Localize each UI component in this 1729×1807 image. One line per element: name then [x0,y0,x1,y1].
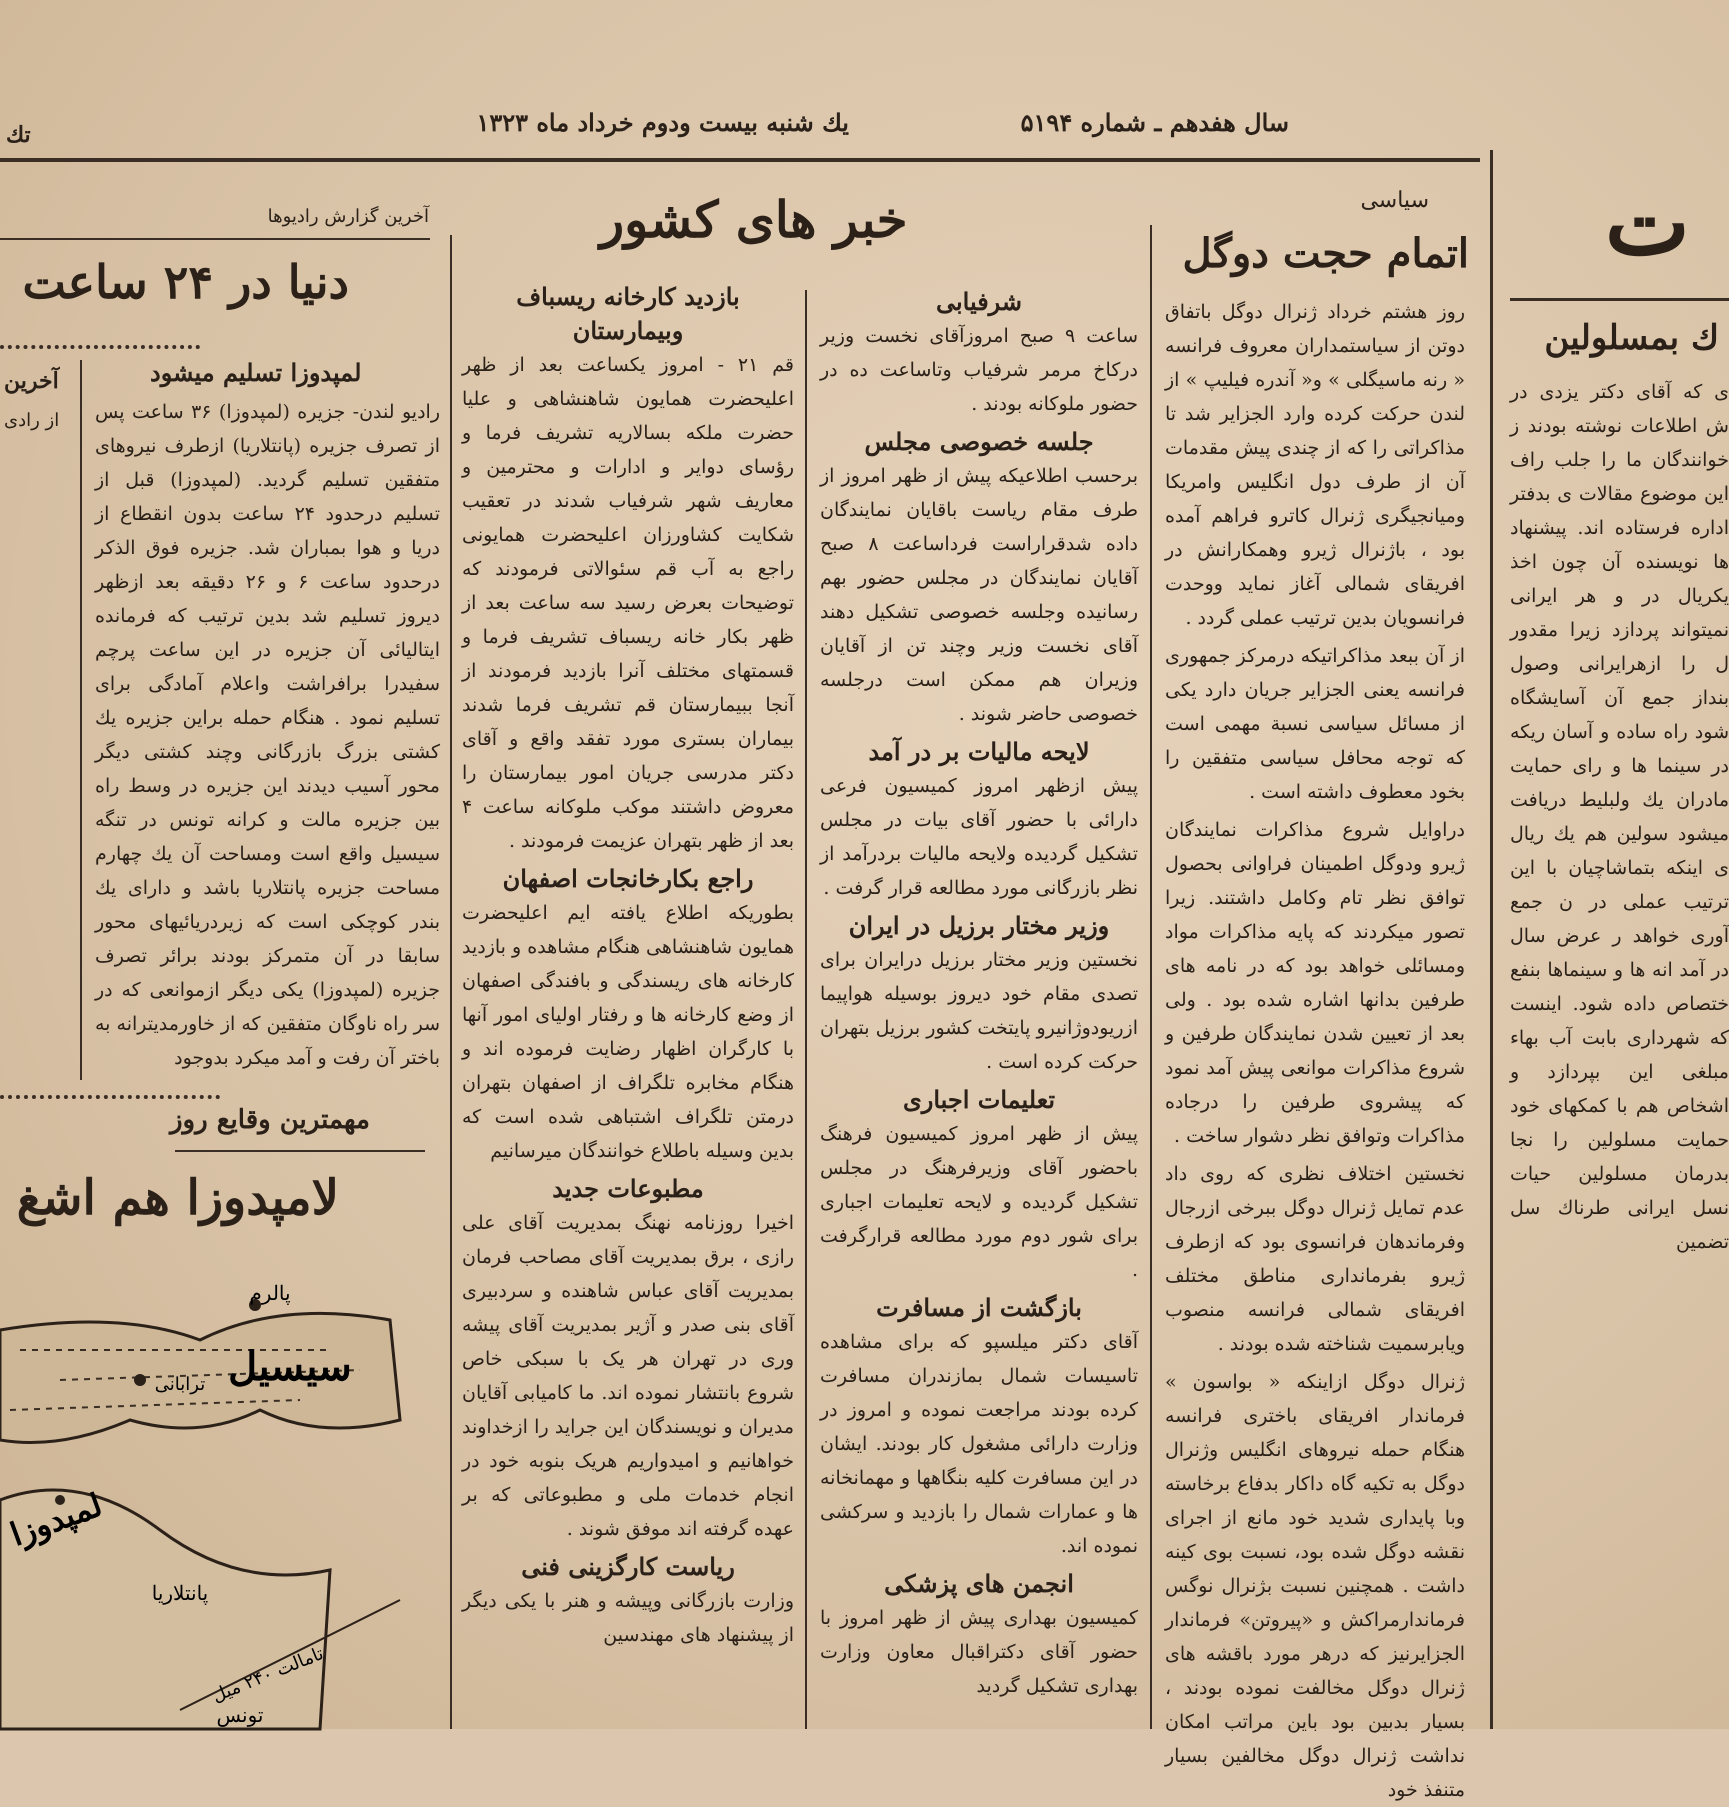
divider [0,345,200,349]
kicker: آخرین گزارش رادیوها [267,206,429,227]
news-column [462,280,794,1725]
map-label-sicily: سیسیل [228,1343,352,1390]
news-headline: بازگشت از مسافرت [876,1293,1082,1322]
news-headline: مطبوعات جدید [552,1174,704,1203]
divider [0,238,430,240]
column-rule [1150,225,1152,1729]
map-figure [0,1270,420,1729]
trapani-marker [134,1374,146,1386]
paragraph: پیش ازظهر امروز کمیسیون فرعی دارائی با حضور آقای بیات در مجلس تشکیل گردیده ولایحه مالیات بردرآمد از نظر بازرگانی مورد مطالعه قرار گرفت . [820,775,1138,899]
map-label-trapani: ترابانی [154,1374,206,1395]
paragraph: ژنرال دوگل ازاینکه « بواسون » فرماندار افریقای باختری فرانسه هنگام حمله نیروهای انگلیس وژنرال دوگل به تکیه گاه داکار بدفاع برخاسته وبا پایداری شدید خود مانع از اجرای نقشه دوگل شده بود، نسبت بوی کینه داشت . همچنین نسبت بژنرال نوگس فرماندارمراکش و «پیروتن» فرماندار الجزایرنیز که درهر مورد باقشه های ژنرال دوگل مخالفت نموده بودند ، بسیار بدبین بود باین مراتب امکان نداشت ژنرال دوگل مخالفین بسیار متنفذ خود [1165,1371,1465,1801]
paragraph: دراوایل شروع مذاکرات نمایندگان ژیرو ودوگل اطمینان فراوانی بحصول توافق نظر تام وکامل داشتند. زیرا تصور میکردند که پایه مذاکرات مواد ومسائلی خواهد بود که در نامه های طرفین بدانها اشاره شده بود . ولی بعد از تعیین شدن نمایندگان طرفین و شروع مذاکرات موانعی پیش آمد نمود که پیشروی طرفین را درجاده مذاکرات وتوافق نظر دشوار ساخت . [1165,819,1465,1147]
issue-date: یك شنبه بیست ودوم خرداد ماه ۱۳۲۳ [476,108,849,137]
column-rule [450,235,452,1729]
headline-fragment: ت [1605,170,1690,276]
edge-text: تك [6,122,31,148]
divider [0,1095,220,1099]
paragraph: کمیسیون بهداری پیش از ظهر امروز با حضور آقای دکتراقبال معاون وزارت بهداری تشکیل گردید [820,1607,1138,1697]
headline: اتمام حجت دوگل [1182,230,1469,277]
news-headline: وزیر مختار برزیل در ایران [848,911,1110,940]
paragraph: پیش از ظهر امروز کمیسیون فرهنگ باحضور آقای وزیرفرهنگ در مجلس تشکیل گردیده و لایحه تعلیمات اجباری برای شور دوم مورد مطالعه قرارگرفت . [820,1123,1138,1281]
paragraph: ساعت ۹ صبح امروزآقای نخست وزیر درکاخ مرمر شرفیاب وتاساعت ده در حضور ملوکانه بودند . [820,325,1138,415]
news-headline: انجمن های پزشکی [884,1569,1074,1598]
news-headline: لایحه مالیات بر در آمد [868,737,1090,766]
article-body [95,395,440,1080]
issue-number: سال هفدهم ـ شماره ۵۱۹۴ [1020,108,1289,137]
paragraph: برحسب اطلاعیکه پیش از ظهر امروز از طرف مقام ریاست باقایان نمایندگان داده شدقراراست فرداساعت ۸ صبح آقایان نمایندگان در مجلس حضور بهم رسانیده وجلسه خصوصی تشکیل دهند آقای نخست وزیر وچند تن از آقایان وزیران هم ممکن است درجلسه خصوصی حاضر شوند . [820,465,1138,725]
map-label-distance: تامالت ۲۴۰ میل [209,1643,327,1707]
paragraph: ی که آقای دکتر یزدی در ش اطلاعات نوشته بودند ز خوانندگان ما را جلب راف این موضوع مقالات ی بدفتر اداره فرستاده اند. پیشنهاد ها نویسنده آن چون اخذ یکریال در و هر ایرانی نمیتواند پردازد زیرا مقدور ل را ازهرایرانی وصول بنداز جمع آن آسایشگاه شود راه ساده و آسان ریکه در سینما ها و رای حمایت مادران یك ولبلیط دریافت میشود سولین هم یك ریال ی اینکه بتماشاچیان با این ترتیب عملی در ن جمع آوری خواهد ر عرض سال در آمد انه ها و سینماها بنفع ختصاص داده شود. اینست که شهرداری بابت آب بهاء مبلغی این بپردازد و اشخاص هم با کمکهای خود حمایت مسلولین را نجا بدرمان مسلولین حیات نسل ایرانی طرناك سل تضمین [1510,381,1729,1253]
paragraph: بطوریکه اطلاع یافته ایم اعلیحضرت همایون شاهنشاهی هنگام مشاهده و بازدید کارخانه های ریسندگی و بافندگی اصفهان از وضع کارخانه ها و رفتار اولیای امور آنها با کارگران اظهار رضایت فرموده اند و هنگام مخابره تلگراف از اصفهان بتهران درمتن تلگراف اشتباهی شده است که بدین وسیله باطلاع خوانندگان میرسانیم [462,902,794,1162]
column-rule [1490,150,1493,1729]
news-headline: ك بمسلولین [1544,318,1719,358]
paragraph: وزارت بازرگانی وپیشه و هنر با یکی دیگر از پیشنهاد های مهندسین [462,1590,794,1646]
news-headline: جلسه خصوصی مجلس [864,427,1094,456]
paragraph: نخستین اختلاف نظری که روی داد عدم تمایل ژنرال دوگل ببرخی ازرجال وفرماندهان فرانسوی بود که ازطرف ژیرو بفرمانداری مناطق مختلف افریقای شمالی فرانسه منصوب ویابرسمیت شناخته شده بودند . [1165,1163,1465,1355]
headline: دنیا در ۲۴ ساعت [22,255,349,309]
news-headline: راجع بکارخانجات اصفهان [502,864,754,893]
masthead-rule [0,158,1480,162]
news-headline: لمپدوزا تسلیم میشود [150,358,362,387]
paragraph: نخستین وزیر مختار برزیل درایران برای تصدی مقام خود دیروز بوسیله هواپیما ازریودوژانیرو پایتخت کشور برزیل بتهران حرکت کرده است . [820,949,1138,1073]
column-rule [805,290,807,1729]
news-headline: بازدید کارخانه ریسباف وبیمارستان [516,282,740,345]
paragraph-fragment: از رادی [4,410,60,431]
column-rule [1510,298,1729,301]
map-label-lampedusa: لمپدوزا [5,1485,108,1554]
paragraph: اخیرا روزنامه نهنگ بمدیریت آقای علی رازی ، برق بمدیریت آقای مصاحب فرمان بمدیریت آقای عباس شاهنده و سردبیری آقای بنی صدر و آژیر بمدیریت آقای پیشه وری در تهران هر یک با سبکی خاص شروع بانتشار نموده اند. ما کامیابی آقایان مدیران و نویسندگان این جراید را ازخداوند خواهانیم و امیدواریم هریک بنوبه خود در انجام خدمات ملی و مطبوعاتی که بر عهده گرفته اند موفق شوند . [462,1212,794,1540]
section-title: خبر های کشور [600,190,908,249]
headline: لامپدوزا هم اشغ [16,1170,339,1226]
divider [175,1150,425,1152]
paragraph: رادیو لندن- جزیره (لمپدوزا) ۳۶ ساعت پس از تصرف جزیره (پانتلاریا) ازطرف نیروهای متفقین تسلیم گردید. (لمپدوزا) قبل از تسلیم درحدود ۲۴ ساعت بدون انقطاع از دریا و هوا بمباران شد. جزیره فوق الذکر درحدود ساعت ۶ و ۲۶ دقیقه بعد ازظهر دیروز تسلیم شد بدین ترتیب که فرمانده ایتالیائی آن جزیره در این ساعت پرچم سفیدرا برافراشت واعلام آمادگی برای تسلیم نمود . هنگام حمله براین جزیره یك کشتی بزرگ بازرگانی وچند کشتی دیگر محور آسیب دیدند این جزیره در وسط راه بین جزیره مالت و کرانه تونس در تنگه سیسیل واقع است ومساحت آن یك چهارم مساحت جزیره پانتلاریا باشد و دارای یك بندر کوچکی است که زیردریائیهای محور سابقا در آن متمرکز بودند برائر تصرف جزیره (لمپدوزا) یکی دیگر ازموانعی که در سر راه ناوگان متفقین که از خاورمدیترانه به باختر آن رفت و آمد میکرد بدوجود [95,401,440,1069]
kicker: سیاسی [1360,188,1429,213]
news-headline: تعلیمات اجباری [902,1085,1055,1114]
paragraph: روز هشتم خرداد ژنرال دوگل باتفاق دوتن از سیاستمداران معروف فرانسه « رنه ماسیگلی » و« آندره فیلیپ » از لندن حرکت کرده وارد الجزایر شد تا مذاکراتی را که از چندی پیش مقدمات آن از طرف دول انگلیس وامریکا ومیانجیگری ژنرال کاترو فراهم آمده بود ، باژنرال ژیرو وهمکارانش در افریقای شمالی آغاز نماید ووحدت فرانسویان بدین ترتیب عملی گردد . [1165,301,1465,629]
news-headline: آخرین [4,368,59,394]
news-column [820,285,1138,1725]
paragraph: قم ۲۱ - امروز یکساعت بعد از ظهر اعلیحضرت همایون شاهنشاهی و علیا حضرت ملکه بسالاریه تشریف فرما و رؤسای دوایر و ادارات و محترمین و معاریف شهر شرفیاب شدند در تعقیب شکایت کشاورزان اعلیحضرت همایونی راجع به آب قم سئوالاتی فرمودند که توضیحات بعرض رسید سه ساعت بعد از ظهر بکار خانه ریسباف تشریف فرما و قسمتهای مختلف آنرا بازدید فرمودند از آنجا ببیمارستان قم تشریف فرما شدند بیماران بستری مورد تفقد واقع و آقای دکتر مدرسی جریان امور بیمارستان را معروض داشتند موکب ملوکانه ساعت ۴ بعد از ظهر بتهران عزیمت فرمودند . [462,354,794,852]
map-label-pantelleria: پانتلاریا [151,1581,209,1605]
article-body [1510,375,1729,1725]
map-label-palermo: پالرم [249,1281,291,1305]
news-headline: شرفیابی [935,287,1023,316]
article-body [1165,295,1465,1801]
column-rule [80,360,82,1080]
news-headline: مهمترین وقایع روز [170,1105,370,1135]
news-headline: ریاست کارگزینی فنی [521,1552,735,1581]
paragraph: آقای دکتر میلسپو که برای مشاهده تاسیسات شمال بمازندران مسافرت کرده بودند مراجعت نموده و امروز در وزارت دارائی مشغول کار بودند. ایشان در این مسافرت کلیه بنگاهها و مهمانخانه ها و عمارات شمال را بازدید و سرکشی نموده اند. [820,1331,1138,1557]
map-label-tunis: تونس [216,1703,264,1727]
paragraph: از آن ببعد مذاکراتیکه درمرکز جمهوری فرانسه یعنی الجزایر جریان دارد یکی از مسائل سیاسی نسبة مهمی است که توجه محافل سیاسی متفقین را بخود معطوف داشته است . [1165,645,1465,803]
